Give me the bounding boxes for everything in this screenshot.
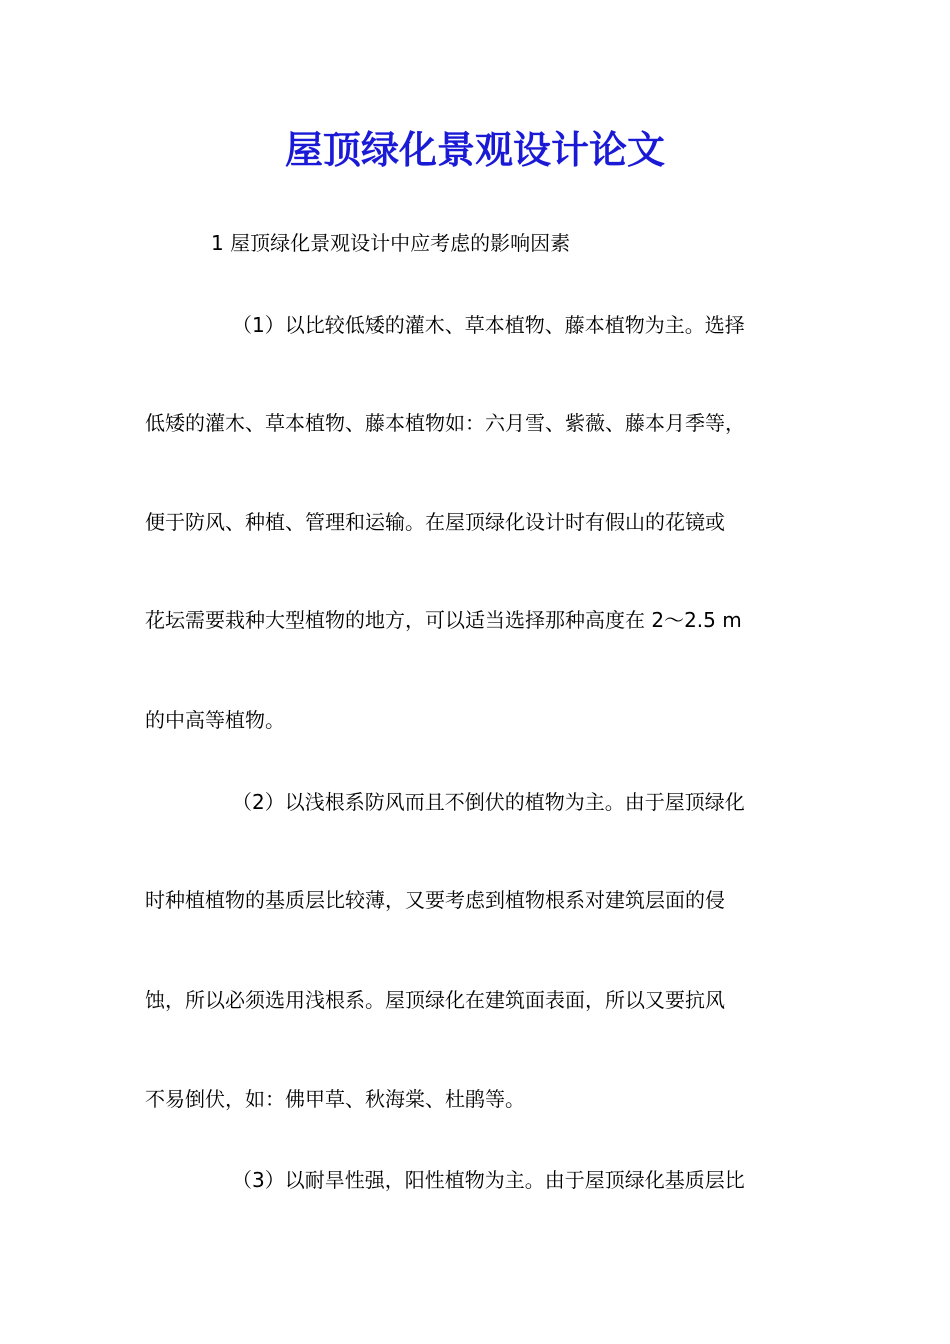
paragraph-line: （1）以比较低矮的灌木、草本植物、藤本植物为主。选择 (232, 313, 745, 337)
paragraph-line: 花坛需要栽种大型植物的地方，可以适当选择那种高度在 2～2.5 m (145, 608, 742, 632)
paragraph-line: 不易倒伏，如：佛甲草、秋海棠、杜鹃等。 (145, 1087, 525, 1111)
paragraph-line: 低矮的灌木、草本植物、藤本植物如：六月雪、紫薇、藤本月季等， (145, 411, 745, 435)
paragraph-line: （2）以浅根系防风而且不倒伏的植物为主。由于屋顶绿化 (232, 790, 745, 814)
paragraph-line: （3）以耐旱性强，阳性植物为主。由于屋顶绿化基质层比 (232, 1168, 745, 1192)
paragraph-line: 时种植植物的基质层比较薄，又要考虑到植物根系对建筑层面的侵 (145, 888, 725, 912)
section-heading: 1 屋顶绿化景观设计中应考虑的影响因素 (211, 231, 571, 255)
document-title: 屋顶绿化景观设计论文 (284, 127, 665, 172)
paragraph-line: 蚀，所以必须选用浅根系。屋顶绿化在建筑面表面，所以又要抗风 (145, 988, 725, 1012)
paragraph-line: 的中高等植物。 (145, 708, 285, 732)
paragraph-line: 便于防风、种植、管理和运输。在屋顶绿化设计时有假山的花镜或 (145, 510, 725, 534)
